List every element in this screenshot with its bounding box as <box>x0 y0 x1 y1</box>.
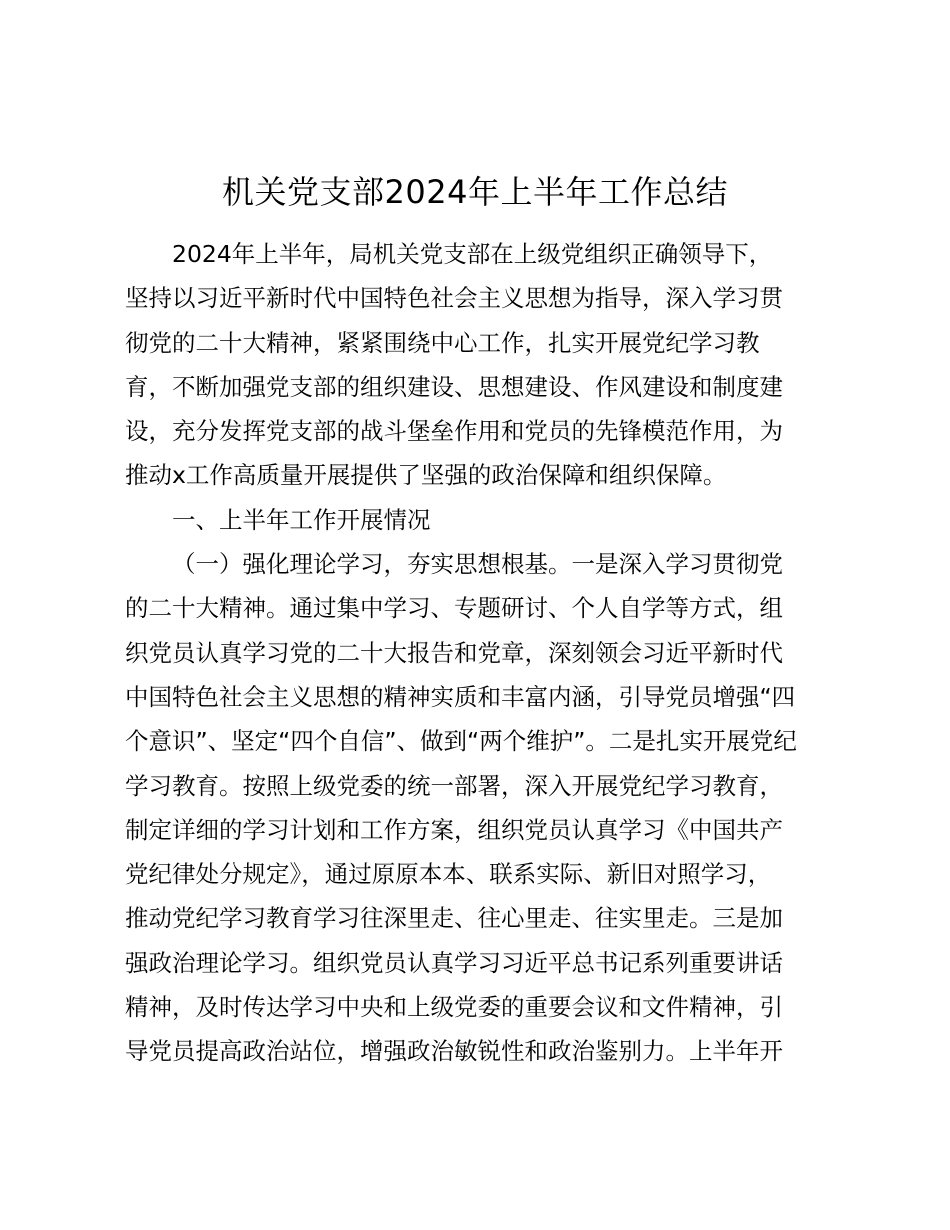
paragraph-line: 坚持以习近平新时代中国特色社会主义思想为指导，深入学习贯 <box>125 284 783 313</box>
paragraph-line: 彻党的二十大精神，紧紧围绕中心工作，扎实开展党纪学习教 <box>125 328 760 357</box>
paragraph-line: 导党员提高政治站位，增强政治敏锐性和政治鉴别力。上半年开 <box>125 1037 783 1066</box>
paragraph-line: 学习教育。按照上级党委的统一部署，深入开展党纪学习教育， <box>125 771 783 800</box>
paragraph-line: 育，不断加强党支部的组织建设、思想建设、作风建设和制度建 <box>125 372 783 401</box>
paragraph-line: 个意识”、坚定“四个自信”、做到“两个维护”。二是扎实开展党纪 <box>125 727 797 756</box>
paragraph-line: 2024年上半年，局机关党支部在上级党组织正确领导下， <box>172 240 773 268</box>
paragraph-line: 织党员认真学习党的二十大报告和党章，深刻领会习近平新时代 <box>125 638 783 667</box>
paragraph-line: （一）强化理论学习，夯实思想根基。一是深入学习贯彻党 <box>172 550 783 579</box>
paragraph-line: 的二十大精神。通过集中学习、专题研讨、个人自学等方式，组 <box>125 594 783 623</box>
document-body <box>125 232 837 1074</box>
section-heading: 一、上半年工作开展情况 <box>172 505 431 534</box>
paragraph-line: 党纪律处分规定》，通过原原本本、联系实际、新旧对照学习， <box>125 860 772 889</box>
paragraph-line: 强政治理论学习。组织党员认真学习习近平总书记系列重要讲话 <box>125 948 783 977</box>
paragraph-line: 设，充分发挥党支部的战斗堡垒作用和党员的先锋模范作用，为 <box>125 417 783 446</box>
paragraph-line: 中国特色社会主义思想的精神实质和丰富内涵，引导党员增强“四 <box>125 682 796 711</box>
paragraph-line: 推动党纪学习教育学习往深里走、往心里走、往实里走。三是加 <box>125 904 783 933</box>
paragraph-line: 制定详细的学习计划和工作方案，组织党员认真学习《中国共产 <box>125 815 783 844</box>
document-title: 机关党支部2024年上半年工作总结 <box>222 173 728 211</box>
paragraph-line: 精神，及时传达学习中央和上级党委的重要会议和文件精神，引 <box>125 993 783 1022</box>
paragraph-line: 推动x工作高质量开展提供了坚强的政治保障和组织保障。 <box>125 461 727 490</box>
